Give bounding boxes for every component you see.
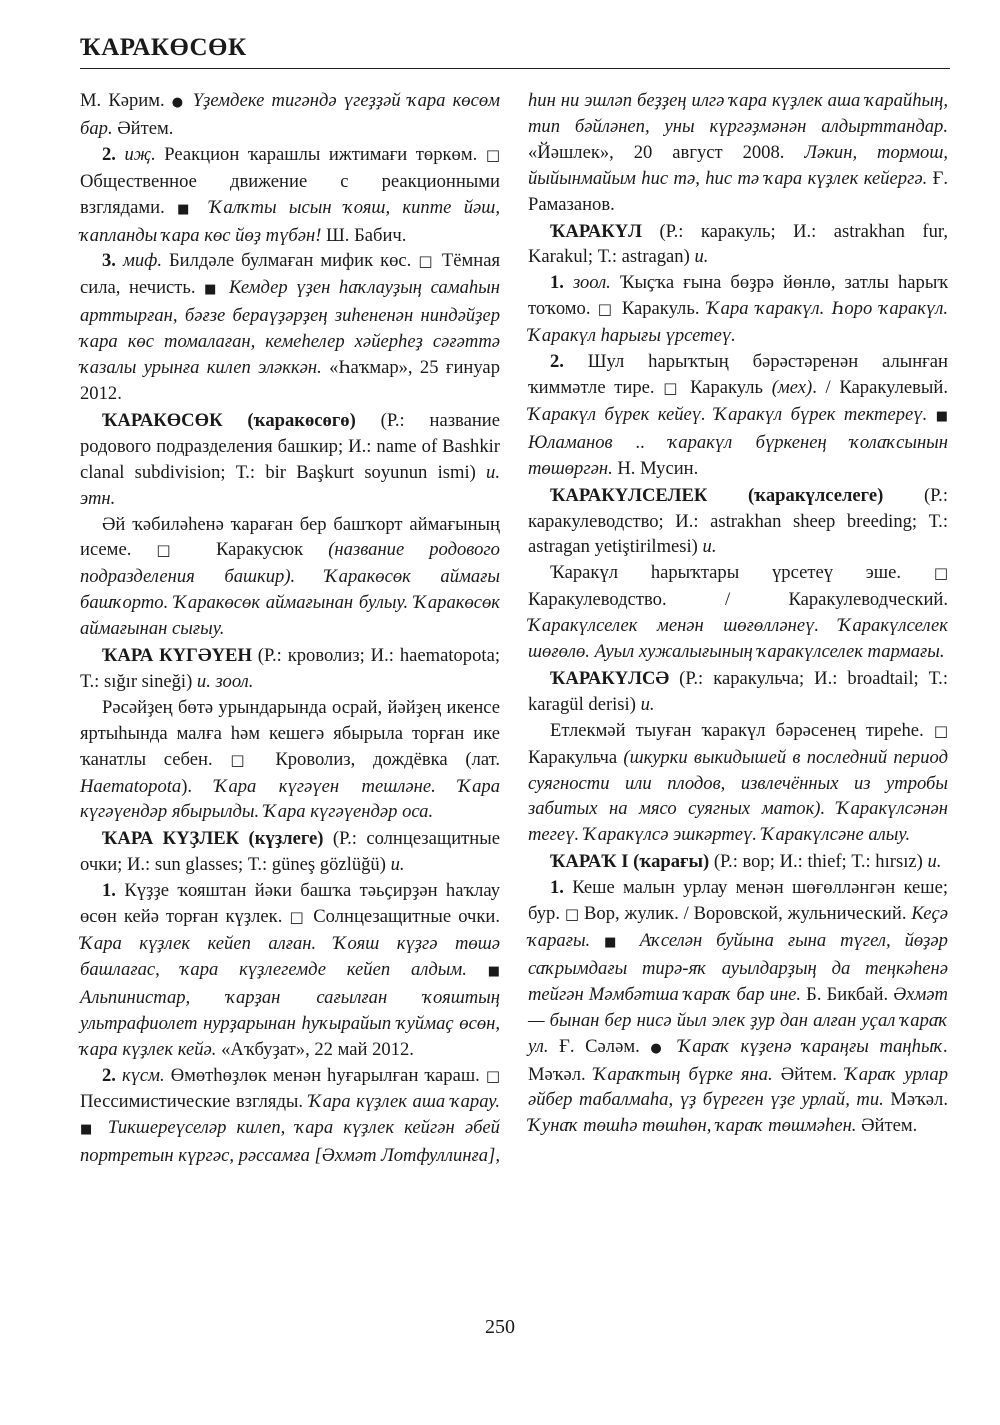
citation-marker: ■ <box>935 408 948 424</box>
citation-marker: ■ <box>204 282 221 298</box>
text-run: Өмөтһөҙлөк менән һуғарылған ҡараш. <box>164 1064 486 1086</box>
text-run: (Р.: солнцезащитные очки; И.: sun glasses; Т.: güneş gözlüğü) <box>80 828 500 876</box>
proverb-marker: ● <box>171 95 186 110</box>
text-run: Вор, жулик. / Воровской, жульнический. <box>579 903 912 925</box>
citation-marker: ■ <box>604 935 626 950</box>
dictionary-paragraph <box>528 875 948 1139</box>
text-run: «Йәшлек», 20 август 2008. <box>528 141 805 163</box>
text-run: Шул һарыҡтың бәрәстәренән алынған ҡиммәтле тире. <box>528 351 948 398</box>
text-run: Каракулеводство. / Каракулеводческий. <box>528 589 948 611</box>
italic-text: Ҡара күгәүен тешләне. Ҡара күгәүендәр ябырылды. Ҡара күгәүендәр оса. <box>80 775 500 823</box>
text-run: ). <box>181 775 215 797</box>
text-run: М. Кәрим. <box>80 90 172 111</box>
text-run: Кеше малын урлау менән шөғөлләнгән кеше; бур. <box>528 877 949 925</box>
dictionary-entry-head <box>80 826 500 878</box>
italic-text: Ҡараҡ күҙенә ҡараңғы таңһыҡ. <box>667 1035 948 1057</box>
italic-text: күсм. <box>121 1064 165 1086</box>
text-run: (Р.: кроволиз; И.: haematopota; Т.: sığır sineği) <box>80 645 500 692</box>
text-run: Каракуль. <box>614 298 707 320</box>
headword: ҠАРА КҮҘЛЕК (күҙлеге) <box>102 828 324 850</box>
text-run: Етлекмәй тыуған ҡаракүл бәрәсенең тиреһе. <box>550 719 934 741</box>
headword: ҠАРАКӨСӨК (ҡаракөсөгө) <box>102 409 356 431</box>
italic-text: Альпинистар, ҡарҙан сағылған ҡояштың ультрафиолет нурҙарынан һуҡырайып ҡуймаҫ өсөн, ҡара күҙлек кейә. <box>80 986 500 1060</box>
italic-text: (шкурки выкидышей в последний период суягности или плодов, извлечённых из утробы забитых на мясо суягных маток). Ҡаракүлсәнән тегеү. Ҡаракүлсә эшкәртеү. Ҡаракүлсәне алыу. <box>528 746 948 846</box>
header-rule <box>80 68 950 69</box>
text-run: Мәҡәл. <box>528 1063 594 1085</box>
text-run <box>927 404 935 425</box>
text-run: (Р.: каракулеводство; И.: astrakhan sheep breeding; Т.: astragan yetiştirilmesi) <box>528 484 948 558</box>
dictionary-paragraph <box>80 88 500 142</box>
text-run: Н. Мусин. <box>612 457 699 479</box>
text-run: Ғ. Рамазанов. <box>528 167 948 215</box>
text-run <box>590 930 604 951</box>
text-run: Реакцион ҡарашлы ижтимағи төркөм. <box>155 143 486 165</box>
italic-text: Ҡара ҡаракүл. Һоро ҡаракүл. Ҡаракүл һарығы үрсетеү. <box>528 298 948 347</box>
italic-text: и. <box>694 246 709 268</box>
italic-text: Ҡаракүлселек менән шөғөлләнеү. Ҡаракүлселек шөғөлө. Ауыл хужалығының ҡаракүлселек тармағы. <box>528 615 948 663</box>
text-run: Кроволиз, дождёвка (лат. <box>257 748 500 770</box>
dictionary-entry-head <box>80 408 500 512</box>
translation-marker: □ <box>230 750 258 769</box>
headword: ҠАРА КҮГӘҮЕН <box>102 645 252 667</box>
italic-text: и. этн. <box>80 461 500 509</box>
page-number: 250 <box>485 1316 515 1338</box>
italic-text: Ҡунаҡ төшһә төшһөн, ҡараҡ төшмәһен. <box>528 1115 857 1137</box>
text-run: Ш. Бабич. <box>321 224 407 246</box>
italic-text: һин ни эшләп беҙҙең илгә ҡара күҙлек аша ҡарайһың, тип бәйләнеп, уны күргәҙмәнән алдырттандар. <box>528 90 948 137</box>
left-column <box>80 88 500 1169</box>
text-run: Мәҡәл. <box>883 1089 948 1111</box>
translation-marker: □ <box>485 1066 500 1085</box>
translation-marker: □ <box>597 300 615 319</box>
dictionary-entry-head <box>528 849 948 875</box>
text-run: Пессимистические взгляды. <box>80 1091 309 1113</box>
dictionary-entry-head <box>80 643 500 695</box>
italic-text: Кеҫә ҡарағы. <box>528 903 948 951</box>
italic-text: и. <box>927 851 942 873</box>
italic-text: и. зоол. <box>196 670 254 692</box>
italic-text: и. <box>390 854 405 876</box>
italic-text: Ҡалҡты ысын ҡояш, кипте йәш, ҡапланды ҡара көс йөҙ түбән! <box>80 196 500 246</box>
text-run: Общественное движение с реакционными взглядами. <box>80 170 500 218</box>
translation-marker: □ <box>933 721 948 740</box>
italic-text: Тикшереүселәр килеп, ҡара күҙлек кейгән әбей портретын күргәс, рәссамға [Әхмәт Лотфуллинға], <box>80 1117 500 1167</box>
italic-text: (мех) <box>771 376 813 398</box>
text-run: (Р.: каракульча; И.: broadtail; Т.: karagül derisi) <box>528 667 948 715</box>
italic-text: иҗ. <box>124 143 156 165</box>
italic-text: Әхмәт — бынан бер нисә йыл элек ҙур дан алған уҫал ҡараҡ ул. <box>528 983 948 1057</box>
italic-text: и. <box>702 536 717 558</box>
dictionary-paragraph <box>528 718 948 849</box>
dictionary-paragraph <box>80 878 500 1062</box>
dictionary-paragraph <box>80 248 500 406</box>
dictionary-paragraph <box>80 695 500 826</box>
italic-text: зоол. <box>572 272 611 294</box>
sense-number: 2. <box>550 351 588 373</box>
italic-text: Haematopota <box>80 775 182 797</box>
headword: ҠАРАҠ I (ҡарағы) <box>550 851 710 873</box>
italic-text: Ҡара күҙлек аша ҡарау. <box>308 1091 500 1113</box>
citation-marker: ■ <box>80 1122 98 1138</box>
sense-number: 2. <box>102 143 125 165</box>
text-run: Әйтем. <box>772 1063 845 1085</box>
text-run: Билдәле булмаған мифик көс. <box>161 250 419 272</box>
dictionary-paragraph <box>528 270 948 349</box>
dictionary-paragraph <box>528 349 948 482</box>
translation-marker: □ <box>289 908 307 927</box>
text-run: Ҡыҫҡа ғына бөҙрә йөнлө, затлы һарыҡ тоҡомо. <box>528 272 948 320</box>
italic-text: Үҙемдеке тигәндә үгеҙҙәй ҡара көсөм бар. <box>80 90 501 139</box>
text-run: Рәсәйҙең бөтә урындарында осрай, йәйҙең икенсе яртыһында малға һәм кешегә ябырыла торған ике ҡанатлы себен. <box>80 696 500 770</box>
dictionary-entry-head <box>528 483 948 561</box>
dictionary-paragraph <box>80 512 500 643</box>
text-run <box>467 959 488 980</box>
right-column <box>528 88 948 1139</box>
italic-text: миф. <box>122 250 162 272</box>
text-run: Тёмная сила, нечисть. <box>80 250 501 299</box>
dictionary-paragraph <box>528 88 948 218</box>
italic-text: Ҡараҡ урлар әйбер табалмаһа, үҙ бүреген үҙе урлай, ти. <box>528 1063 948 1111</box>
italic-text: (название родового подразделения башкир). Ҡаракөсөк аймағы башҡорто. Ҡаракөсөк аймағынан булыу. Ҡаракөсөк аймағынан сығыу. <box>80 539 500 640</box>
text-run: Каракуль <box>681 376 772 398</box>
text-run: . / Каракулевый. <box>812 376 948 398</box>
headword: ҠАРАКҮЛСЕЛЕК (ҡаракүлселеге) <box>550 484 884 506</box>
sense-number: 1. <box>550 272 573 294</box>
text-run: «Һаҡмар», 25 ғинуар 2012. <box>80 357 500 404</box>
citation-marker: ■ <box>487 963 500 979</box>
sense-number: 2. <box>102 1064 122 1086</box>
italic-text: Юламанов .. ҡаракүл бүркенең ҡолаҡсынын төшөргән. <box>528 431 948 479</box>
text-run: Б. Бикбай. <box>801 983 894 1005</box>
text-run: Әйтем. <box>112 117 174 139</box>
italic-text: Ҡаракүл бүрек кейеү. Ҡаракүл бүрек тектереү. <box>528 403 928 425</box>
text-run: Әй ҡәбиләһенә ҡараған бер башҡорт аймағының исеме. <box>80 513 500 561</box>
text-run: (Р.: название родового подразделения башкир; И.: name of Bashkir clanal subdivision; Т.: bir Başkurt soyunun ismi) <box>80 409 501 483</box>
text-run: Әйтем. <box>856 1115 918 1137</box>
text-run: Каракусюк <box>190 539 329 561</box>
text-run: (Р.: вор; И.: thief; Т.: hırsız) <box>709 851 928 873</box>
text-run: (Р.: каракуль; И.: astrakhan fur, Karakul; Т.: astragan) <box>528 220 948 268</box>
sense-number: 3. <box>102 250 123 272</box>
sense-number: 1. <box>550 877 573 899</box>
text-run: «Аҡбуҙат», 22 май 2012. <box>216 1038 414 1060</box>
dictionary-paragraph <box>80 1063 500 1170</box>
headword: ҠАРАКҮЛ <box>550 220 643 242</box>
dictionary-paragraph <box>528 560 948 665</box>
italic-text: и. <box>640 693 655 715</box>
translation-marker: □ <box>485 145 500 164</box>
text-run: Ғ. Сәләм. <box>548 1035 651 1057</box>
proverb-marker: ● <box>650 1040 668 1056</box>
text-run: Солнцезащитные очки. <box>306 906 500 928</box>
italic-text: Ләкин, тормош, йыйынмайым һис тә, һис тә ҡара күҙлек кейергә. <box>528 141 948 189</box>
translation-marker: □ <box>564 905 580 924</box>
dictionary-entry-head <box>528 219 948 271</box>
text-run: Ҡаракүл һарыҡтары үрсетеү эше. <box>550 562 934 584</box>
headword: ҠАРАКҮЛСӘ <box>550 667 670 689</box>
translation-marker: □ <box>933 564 948 583</box>
running-head: ҠАРАКӨСӨК <box>80 34 247 61</box>
italic-text: Ҡара күҙлек кейеп алған. Ҡояш күҙгә төшә башлағас, ҡара күҙлегемде кейеп алдым. <box>80 933 500 980</box>
italic-text: Аҡселән буйына ғына түгел, йөҙәр саҡрымдағы тирә-яҡ ауылдарҙың да теңкәһенә тейгән Мәмбәтша ҡараҡ бар ине. <box>528 930 948 1005</box>
dictionary-entry-head <box>528 666 948 718</box>
text-run: Каракульча <box>528 746 624 768</box>
text-run: Күҙҙе ҡояштан йәки башҡа тәьҫирҙән һаҡлау өсөн кейә торған күҙлек. <box>80 880 501 928</box>
citation-marker: ■ <box>177 201 198 217</box>
translation-marker: □ <box>418 252 435 271</box>
translation-marker: □ <box>156 541 191 560</box>
translation-marker: □ <box>663 378 682 397</box>
italic-text: Ҡараҡтың бүрке яна. <box>593 1063 773 1085</box>
italic-text: Кемдер үҙен һаҡлауҙың самаһын арттырған, бәғзе бераүҙәрҙең зиһененән ниндәйҙер ҡара көс томалаған, кемеһелер хәйерһеҙ сәғәттә ҡазалы урынға килеп эләккән. <box>80 277 500 379</box>
dictionary-paragraph <box>80 142 500 249</box>
sense-number: 1. <box>102 880 125 902</box>
